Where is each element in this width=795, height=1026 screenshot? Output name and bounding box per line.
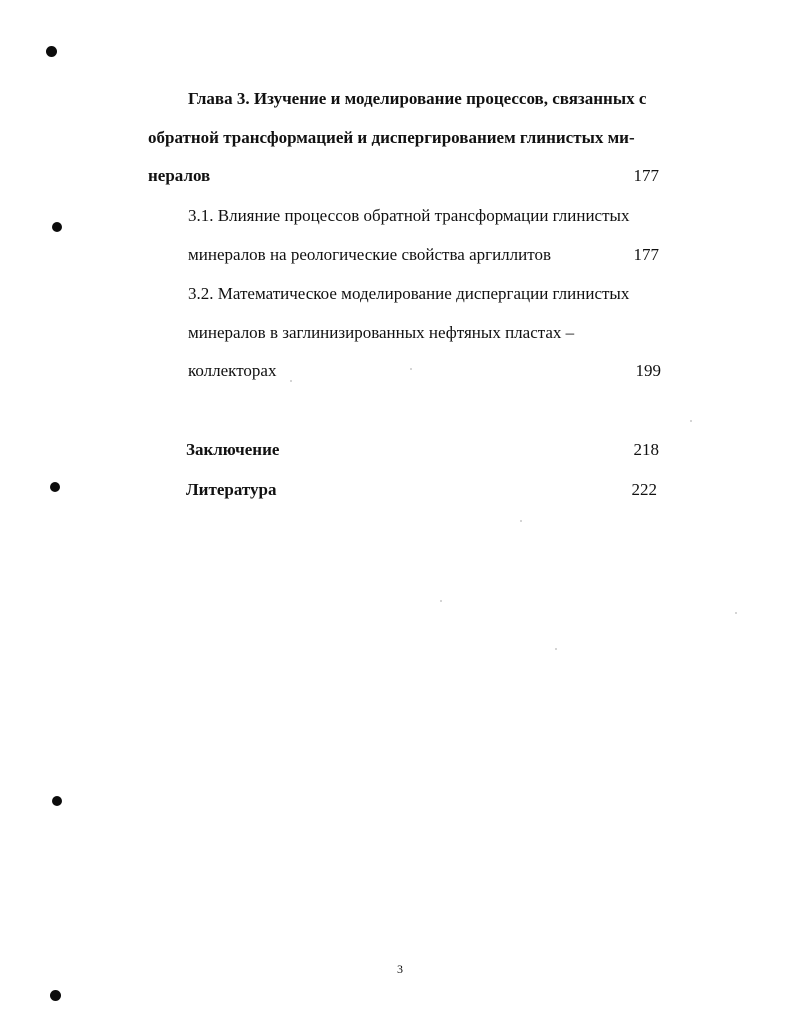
conclusion-label: Заключение (186, 440, 280, 459)
scan-speck (555, 648, 557, 650)
chapter-page-number: 177 (633, 166, 659, 185)
literature-page-number: 222 (631, 480, 657, 499)
binder-hole (46, 46, 57, 57)
scan-speck (410, 368, 412, 370)
footer-page-number: 3 (397, 962, 403, 976)
literature-label: Литература (186, 480, 277, 499)
scan-speck (520, 520, 522, 522)
scan-speck (690, 420, 692, 422)
chapter-title-line-2: обратной трансформацией и диспергированием глинистых ми- (148, 128, 635, 147)
binder-hole (50, 990, 61, 1001)
conclusion-page-number: 218 (633, 440, 659, 459)
section-3-1-page-number: 177 (633, 245, 659, 264)
chapter-title-line-3: нералов (148, 166, 211, 185)
section-3-2-line-1: 3.2. Математическое моделирование диспергации глинистых (188, 284, 630, 303)
section-3-1-line-2: минералов на реологические свойства аргиллитов (188, 245, 551, 264)
section-3-2-line-2: минералов в заглинизированных нефтяных пластах – (188, 323, 575, 342)
binder-hole (52, 222, 62, 232)
binder-hole (52, 796, 62, 806)
chapter-title-line-1: Глава 3. Изучение и моделирование процессов, связанных с (188, 89, 647, 108)
section-3-2-page-number: 199 (635, 361, 661, 380)
section-3-1-line-1: 3.1. Влияние процессов обратной трансформации глинистых (188, 206, 630, 225)
section-3-2-line-3: коллекторах (188, 361, 277, 380)
scan-speck (440, 600, 442, 602)
binder-hole (50, 482, 60, 492)
scan-speck (735, 612, 737, 614)
scan-speck (290, 380, 292, 382)
